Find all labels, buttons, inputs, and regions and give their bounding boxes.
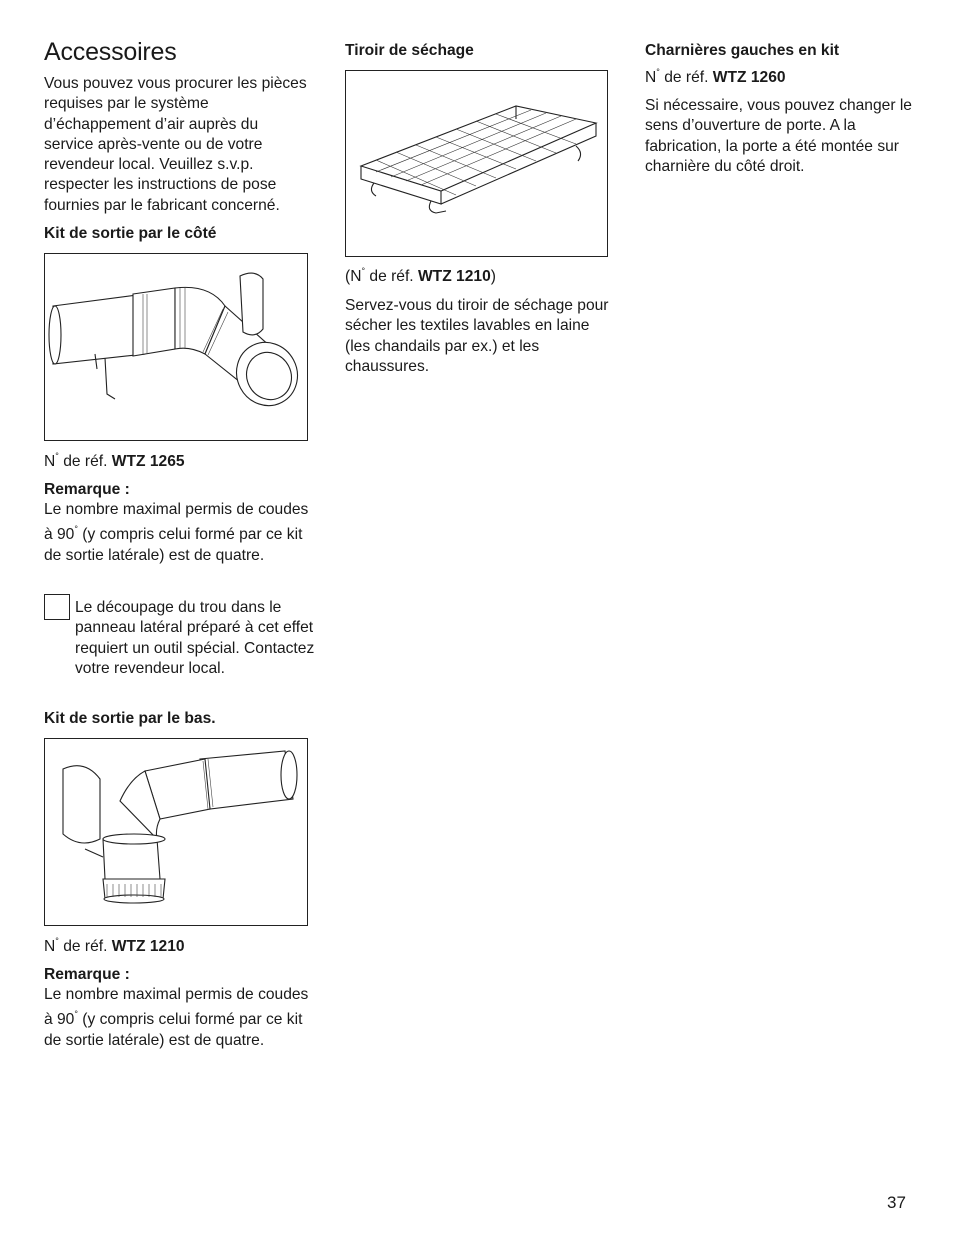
note-degree: °	[74, 524, 78, 535]
bottom-kit-ref	[44, 937, 185, 956]
ref-mid: de réf.	[58, 938, 112, 956]
ref-prefix: N	[645, 69, 657, 87]
side-exhaust-kit-drawing	[45, 254, 307, 440]
drying-rack-description: Servez-vous du tiroir de séchage pour sécher les textiles lavables en laine (les chandails par ex.) et les chaussures.	[345, 297, 609, 375]
page-number: 37	[887, 1193, 906, 1212]
bottom-kit-note-label: Remarque :	[44, 966, 130, 983]
bottom-exhaust-kit-illustration	[44, 738, 308, 926]
side-kit-ref	[44, 452, 185, 471]
ref-mid: de réf.	[659, 69, 713, 87]
hinges-heading: Charnières gauches en kit	[645, 42, 840, 59]
side-kit-note-label: Remarque :	[44, 481, 130, 498]
ref-code: WTZ 1210	[111, 938, 185, 956]
drying-rack-ref	[345, 267, 496, 286]
side-kit-heading: Kit de sortie par le côté	[44, 225, 217, 242]
ref-code: WTZ 1265	[111, 453, 185, 471]
note-text-part2: (y compris celui formé par ce kit de sortie latérale) est de quatre.	[44, 526, 303, 564]
intro-paragraph: Vous pouvez vous procurer les pièces requises par le système d’échappement d’air auprès du service après-vente ou de votre revendeur local. Veuillez s.v.p. respecter les instructions de pose fournies par le fabricant concerné.	[44, 75, 307, 214]
ref-code: WTZ 1210	[417, 268, 491, 286]
ref-prefix: N	[44, 453, 56, 471]
drying-rack-illustration	[345, 70, 608, 257]
ref-mid: de réf.	[365, 268, 418, 286]
note-text-part1: Le nombre maximal permis de coudes à 90	[44, 501, 309, 544]
ref-prefix: (N	[345, 268, 362, 286]
hinges-ref	[645, 68, 786, 87]
drying-rack-drawing	[346, 71, 607, 256]
note-text-part1: Le nombre maximal permis de coudes à 90	[44, 986, 309, 1029]
bottom-kit-heading: Kit de sortie par le bas.	[44, 710, 216, 727]
side-exhaust-kit-illustration	[44, 253, 308, 441]
warning-box-icon	[44, 594, 70, 620]
ref-degree: °	[361, 266, 366, 276]
bottom-exhaust-kit-drawing	[45, 739, 307, 925]
ref-mid: de réf.	[58, 453, 112, 471]
ref-prefix: N	[44, 938, 56, 956]
ref-degree: °	[55, 451, 59, 461]
side-kit-warning-text: Le découpage du trou dans le panneau latéral préparé à cet effet requiert un outil spécial. Contactez votre revendeur local.	[75, 599, 315, 677]
drying-rack-heading: Tiroir de séchage	[345, 42, 474, 59]
ref-degree: °	[656, 67, 660, 77]
note-degree: °	[74, 1009, 78, 1020]
ref-degree: °	[55, 936, 59, 946]
side-kit-note-text	[44, 500, 310, 566]
ref-suffix: )	[490, 268, 496, 286]
hinges-description: Si nécessaire, vous pouvez changer le sens d’ouverture de porte. A la fabrication, la porte a été montée sur charnière du côté droit.	[645, 97, 912, 175]
ref-code: WTZ 1260	[712, 69, 786, 87]
page-title: Accessoires	[44, 38, 177, 66]
bottom-kit-note-text	[44, 985, 310, 1051]
note-text-part2: (y compris celui formé par ce kit de sortie latérale) est de quatre.	[44, 1011, 303, 1049]
